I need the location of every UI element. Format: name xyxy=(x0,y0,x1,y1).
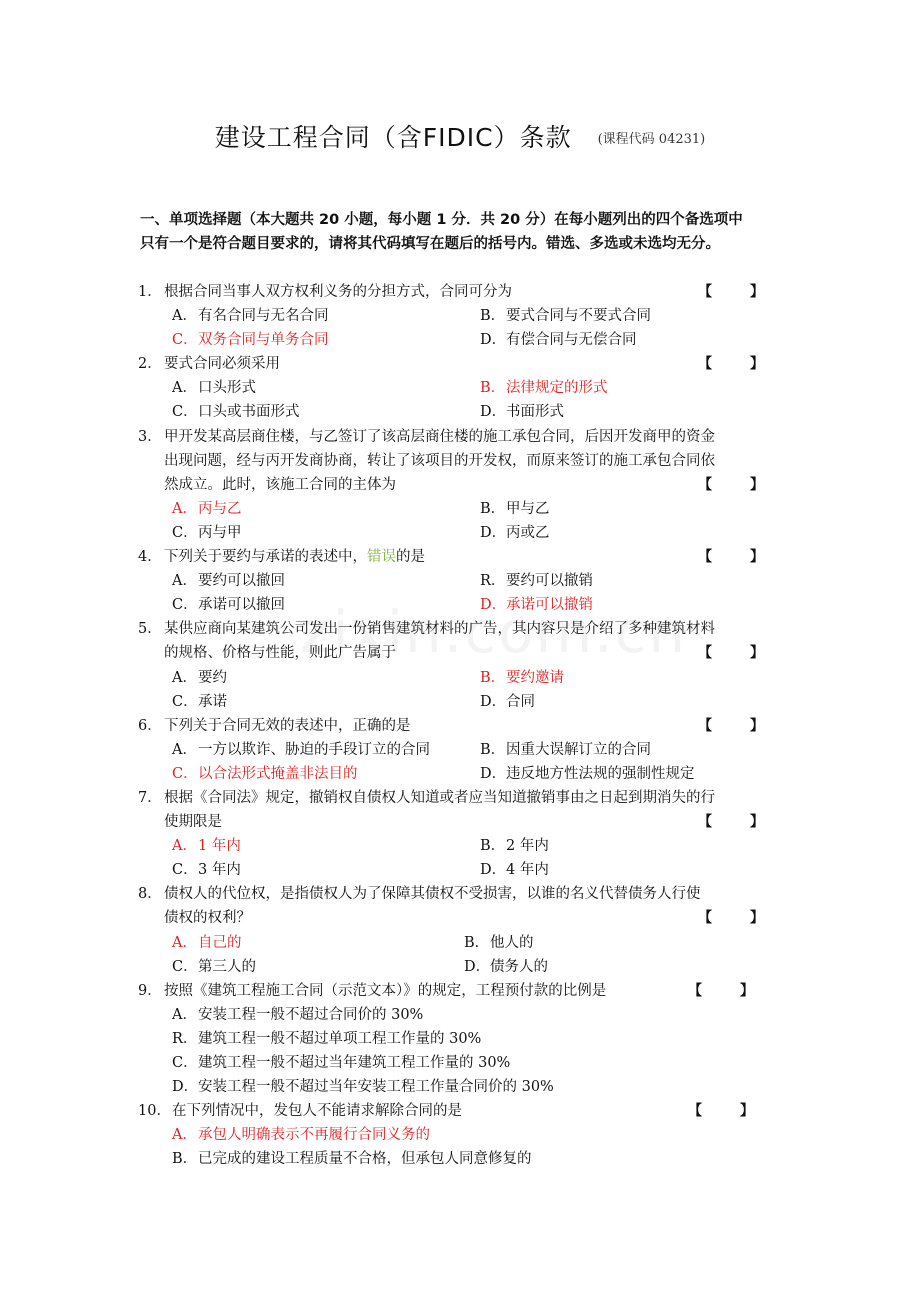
option-d: D．债务人的 xyxy=(464,958,548,975)
option-a: A．要约可以撤回 xyxy=(172,573,285,590)
answer-bracket: 【 】 xyxy=(688,1103,754,1120)
option-b-answer: B．要约邀请 xyxy=(480,669,564,686)
option-d: D．违反地方性法规的强制性规定 xyxy=(480,765,695,782)
question-1-options-row-2 xyxy=(138,328,788,352)
question-number: 1． xyxy=(138,284,162,300)
question-9-option-a: A．安装工程一般不超过合同价的 30% xyxy=(172,1006,424,1023)
question-4-options-row-2 xyxy=(138,593,788,617)
question-7-options-row-1 xyxy=(138,834,788,858)
question-1-options-row-1 xyxy=(138,304,788,328)
option-b: B．2 年内 xyxy=(480,838,549,855)
question-7-stem-line-1 xyxy=(138,786,788,810)
option-a: A．一方以欺诈、胁迫的手段订立的合同 xyxy=(172,741,430,758)
question-10-stem xyxy=(138,1099,788,1123)
title-main: 建设工程合同（含FIDIC）条款 xyxy=(214,123,572,152)
question-number: 10． xyxy=(138,1103,171,1120)
question-text: 要式合同必须采用 xyxy=(164,356,280,373)
option-d: D．合同 xyxy=(480,693,535,710)
instructions-line-2: 只有一个是符合题目要求的，请将其代码填写在题后的括号内。错选、多选或未选均无分。 xyxy=(140,236,720,252)
question-number: 6． xyxy=(138,717,162,734)
question-2-options-row-1 xyxy=(138,376,788,400)
question-number: 8． xyxy=(138,886,162,903)
question-3-stem-line-1 xyxy=(138,425,788,449)
answer-bracket: 【 】 xyxy=(688,982,754,999)
option-a-answer: A．自己的 xyxy=(172,934,242,951)
question-3-options-row-1 xyxy=(138,497,788,521)
option-a: A．要约 xyxy=(172,669,227,686)
option-d-answer: D．承诺可以撤销 xyxy=(480,597,593,614)
question-6-stem xyxy=(138,714,788,738)
question-2-options-row-2 xyxy=(138,400,788,424)
highlight-word: 错误 xyxy=(367,549,396,566)
question-5-options-row-1 xyxy=(138,666,788,690)
question-5-stem-line-2: 的规格、价格与性能，则此广告属于 【 】 xyxy=(138,641,788,665)
question-number: 5． xyxy=(138,621,162,638)
option-a: A．有名合同与无名合同 xyxy=(172,308,329,325)
question-6-options-row-1 xyxy=(138,738,788,762)
option-d: D．书面形式 xyxy=(480,404,564,421)
question-8-options-row-1 xyxy=(138,931,788,955)
question-6-options-row-2 xyxy=(138,762,788,786)
option-d: D．4 年内 xyxy=(480,862,549,879)
question-text: 甲开发某高层商住楼，与乙签订了该高层商住楼的施工承包合同，后因开发商甲的资金 xyxy=(164,428,715,445)
question-1-stem xyxy=(138,280,788,304)
answer-bracket: 【 】 xyxy=(698,645,764,662)
question-2-stem xyxy=(138,352,788,376)
option-b: B．他人的 xyxy=(464,934,534,951)
option-c: C．口头或书面形式 xyxy=(172,404,300,421)
course-code: (课程代码 04231) xyxy=(597,132,706,147)
page-title xyxy=(0,118,920,154)
question-3-stem-line-3: 然成立。此时，该施工合同的主体为 【 】 xyxy=(138,473,788,497)
question-number: 4． xyxy=(138,549,162,566)
option-c-answer: C．以合法形式掩盖非法目的 xyxy=(172,765,358,782)
question-10-option-b: B．已完成的建设工程质量不合格，但承包人同意修复的 xyxy=(172,1151,532,1168)
option-c: C．承诺 xyxy=(172,693,227,710)
option-c: C．承诺可以撤回 xyxy=(172,597,285,614)
question-3-options-row-2 xyxy=(138,521,788,545)
question-number: 9． xyxy=(138,982,162,999)
option-c: C．丙与甲 xyxy=(172,524,242,541)
question-8-stem-line-1 xyxy=(138,882,788,906)
question-text: 某供应商向某建筑公司发出一份销售建筑材料的广告，其内容只是介绍了多种建筑材料 xyxy=(164,621,715,638)
question-text: 下列关于合同无效的表述中，正确的是 xyxy=(164,717,411,734)
question-list xyxy=(138,280,788,1171)
instructions-line-1: 一、单项选择题（本大题共 20 小题，每小题 1 分．共 20 分）在每小题列出的四个备选项中 xyxy=(140,212,743,228)
answer-bracket: 【 】 xyxy=(698,814,764,831)
question-text: 在下列情况中，发包人不能请求解除合同的是 xyxy=(172,1103,462,1120)
answer-bracket: 【 】 xyxy=(698,356,764,373)
answer-bracket: 【 】 xyxy=(698,549,764,566)
question-5-options-row-2 xyxy=(138,690,788,714)
option-a-answer: A．丙与乙 xyxy=(172,500,242,517)
question-9-stem xyxy=(138,979,788,1003)
section-instructions xyxy=(140,208,790,256)
question-8-options-row-2 xyxy=(138,955,788,979)
question-number: 3． xyxy=(138,428,162,445)
question-9-option-c: C．建筑工程一般不超过当年建筑工程工作量的 30% xyxy=(172,1055,511,1071)
question-text: 根据《合同法》规定，撤销权自债权人知道或者应当知道撤销事由之日起到期消失的行 xyxy=(164,789,715,806)
question-4-options-row-1 xyxy=(138,569,788,593)
answer-bracket: 【 】 xyxy=(698,476,764,493)
question-number: 7． xyxy=(138,789,162,806)
answer-bracket: 【 】 xyxy=(698,910,764,927)
option-c: C．3 年内 xyxy=(172,862,241,879)
option-c-answer: C．双务合同与单务合同 xyxy=(172,332,329,349)
question-10-option-a-answer: A．承包人明确表示不再履行合同义务的 xyxy=(172,1127,430,1144)
question-text: 债权人的代位权，是指债权人为了保障其债权不受损害，以谁的名义代替债务人行使 xyxy=(164,886,701,903)
option-d: D．有偿合同与无偿合同 xyxy=(480,332,637,349)
question-3-stem-line-2: 出现问题，经与丙开发商协商，转让了该项目的开发权，而原来签订的施工承包合同依 xyxy=(164,452,715,469)
question-7-options-row-2 xyxy=(138,858,788,882)
option-b: B．因重大误解订立的合同 xyxy=(480,741,651,758)
question-9-option-d: D．安装工程一般不超过当年安装工程工作量合同价的 30% xyxy=(172,1079,554,1096)
question-number: 2． xyxy=(138,356,162,373)
option-b-answer: B．法律规定的形式 xyxy=(480,380,608,397)
option-c: C．第三人的 xyxy=(172,958,256,975)
question-text: 根据合同当事人双方权利义务的分担方式，合同可分为 xyxy=(164,284,512,300)
option-d: D．丙或乙 xyxy=(480,524,550,541)
option-b: B．甲与乙 xyxy=(480,500,550,517)
answer-bracket: 【 】 xyxy=(698,717,764,734)
option-a: A．口头形式 xyxy=(172,380,256,397)
question-7-stem-line-2: 使期限是 【 】 xyxy=(138,810,788,834)
option-b: B．要式合同与不要式合同 xyxy=(480,308,651,325)
option-b: R．要约可以撤销 xyxy=(480,573,593,590)
answer-bracket: 【 】 xyxy=(698,284,764,300)
question-8-stem-line-2: 债权的权利？ 【 】 xyxy=(138,906,788,930)
question-5-stem-line-1 xyxy=(138,617,788,641)
question-text: 按照《建筑工程施工合同（示范文本）》的规定，工程预付款的比例是 xyxy=(164,982,607,999)
option-a-answer: A．1 年内 xyxy=(172,838,241,855)
question-9-option-b: R．建筑工程一般不超过单项工程工作量的 30% xyxy=(172,1030,482,1047)
question-4-stem: 4． 下列关于要约与承诺的表述中，错误的是 【 】 xyxy=(138,545,788,569)
